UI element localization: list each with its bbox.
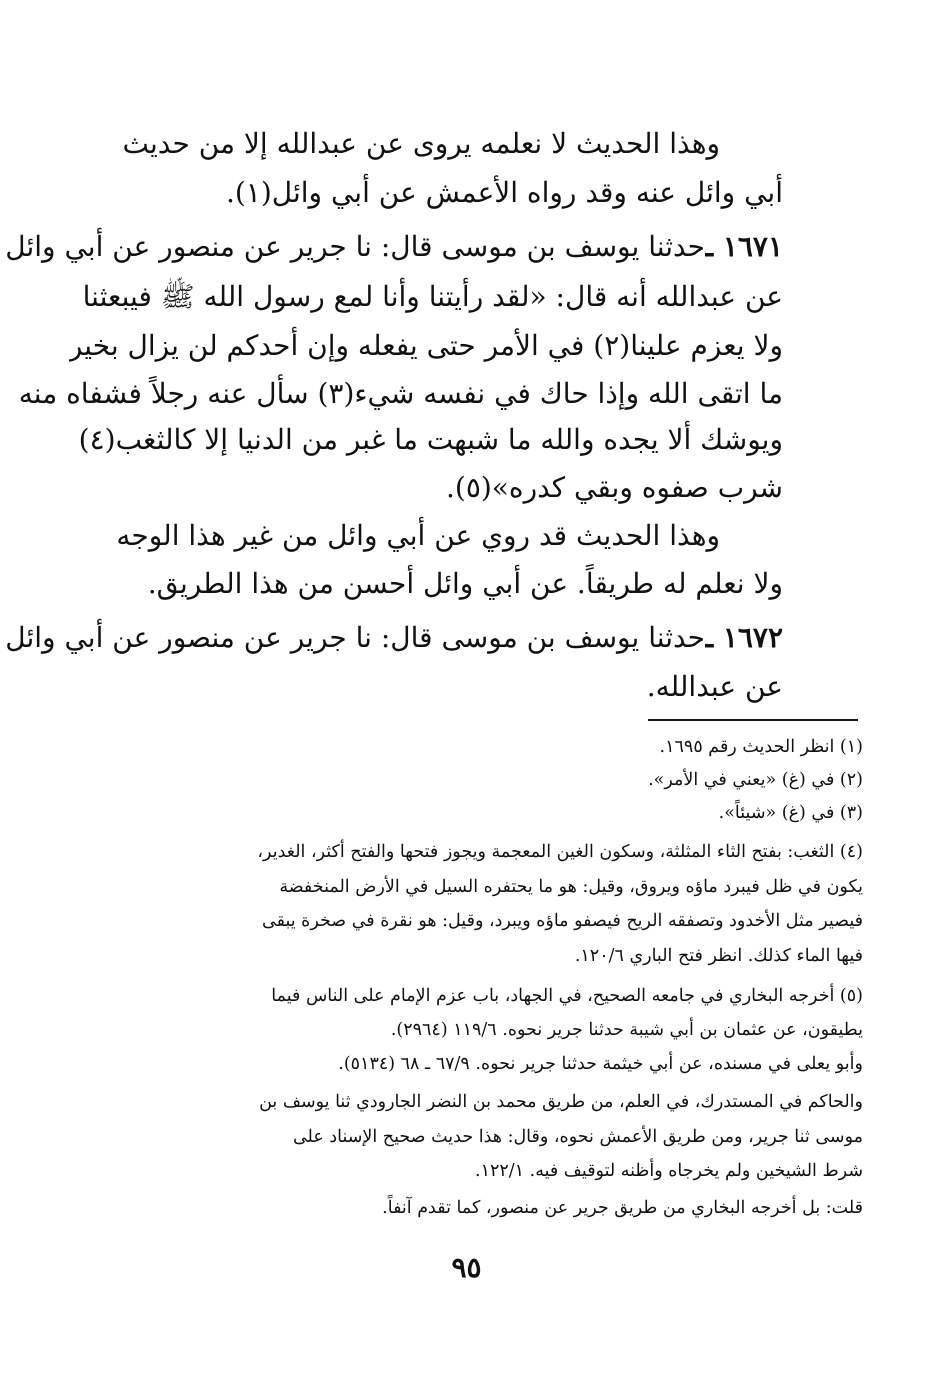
- footnote-separator: [648, 719, 858, 721]
- footnote-4-line: (٤) الثغب: بفتح الثاء المثلثة، وسكون الغين المعجمة ويجوز فتحها والفتح أكثر، الغدير،: [257, 842, 863, 862]
- footnote-1: (١) انظر الحديث رقم ١٦٩٥.: [659, 737, 863, 757]
- hadith-1671-line: ويوشك ألا يجده والله ما شبهت ما غبر من الدنيا إلا كالثغب(٤): [78, 423, 783, 456]
- hadith-1671-line: ولا يعزم علينا(٢) في الأمر حتى يفعله وإن أحدكم لن يزال بخير: [68, 329, 783, 362]
- hadith-number-1671: ١٦٧١ ـ: [704, 230, 783, 263]
- footnote-5-line: وأبو يعلى في مسنده، عن أبي خيثمة حدثنا جرير نحوه. ٦٧/٩ ـ ٦٨ (٥١٣٤).: [338, 1054, 863, 1074]
- hadith-number-1672: ١٦٧٢ ـ: [704, 621, 783, 654]
- footnote-5-line: قلت: بل أخرجه البخاري من طريق جرير عن منصور، كما تقدم آنفاً.: [382, 1198, 863, 1218]
- footnote-5-line: شرط الشيخين ولم يخرجاه وأظنه لتوقيف فيه. ١٢٢/١.: [475, 1161, 863, 1181]
- footnote-5-line: يطيقون، عن عثمان بن أبي شيبة حدثنا جرير نحوه. ١١٩/٦ (٢٩٦٤).: [390, 1020, 863, 1040]
- footnote-2: (٢) في (غ) «يعني في الأمر».: [648, 770, 863, 790]
- hadith-1672-line: حدثنا يوسف بن موسى قال: نا جرير عن منصور عن أبي وائل: [5, 621, 705, 654]
- hadith-1672-line: عن عبدالله.: [646, 670, 783, 703]
- paragraph-line: وهذا الحديث لا نعلمه يروى عن عبدالله إلا من حديث: [122, 127, 720, 160]
- paragraph-line: أبي وائل عنه وقد رواه الأعمش عن أبي وائل(١).: [225, 176, 783, 209]
- footnote-4-line: فيصير مثل الأخدود وتصفقه الريح فيصفو ماؤه ويبرد، وقيل: هو نقرة في صخرة يبقى: [262, 911, 863, 931]
- hadith-1671-line: شرب صفوه وبقي كدره»(٥).: [445, 471, 783, 504]
- paragraph-line: وهذا الحديث قد روي عن أبي وائل من غير هذا الوجه: [116, 519, 720, 552]
- footnote-4-line: يكون في ظل فيبرد ماؤه ويروق، وقيل: هو ما يحتفره السيل في الأرض المنخفضة: [279, 877, 863, 897]
- footnote-5-line: موسى ثنا جرير، ومن طريق الأعمش نحوه، وقال: هذا حديث صحيح الإسناد على: [292, 1127, 863, 1147]
- hadith-1671-line: عن عبدالله أنه قال: «لقد رأيتنا وأنا لمع رسول الله ﷺ فيبعثنا: [82, 280, 783, 313]
- hadith-1671-line: ما اتقى الله وإذا حاك في نفسه شيء(٣) سأل عنه رجلاً فشفاه منه: [18, 377, 783, 410]
- footnote-5-line: والحاكم في المستدرك، في العلم، من طريق محمد بن النضر الجارودي ثنا يوسف بن: [259, 1092, 863, 1112]
- page-number: ٩٥: [451, 1251, 482, 1284]
- footnote-5-line: (٥) أخرجه البخاري في جامعه الصحيح، في الجهاد، باب عزم الإمام على الناس فيما: [271, 986, 863, 1006]
- hadith-1671-line: حدثنا يوسف بن موسى قال: نا جرير عن منصور عن أبي وائل: [5, 230, 705, 263]
- footnote-4-line: فيها الماء كذلك. انظر فتح الباري ١٢٠/٦.: [574, 946, 863, 966]
- footnote-3: (٣) في (غ) «شيئاً».: [718, 803, 863, 823]
- paragraph-line: ولا نعلم له طريقاً. عن أبي وائل أحسن من هذا الطريق.: [147, 567, 783, 600]
